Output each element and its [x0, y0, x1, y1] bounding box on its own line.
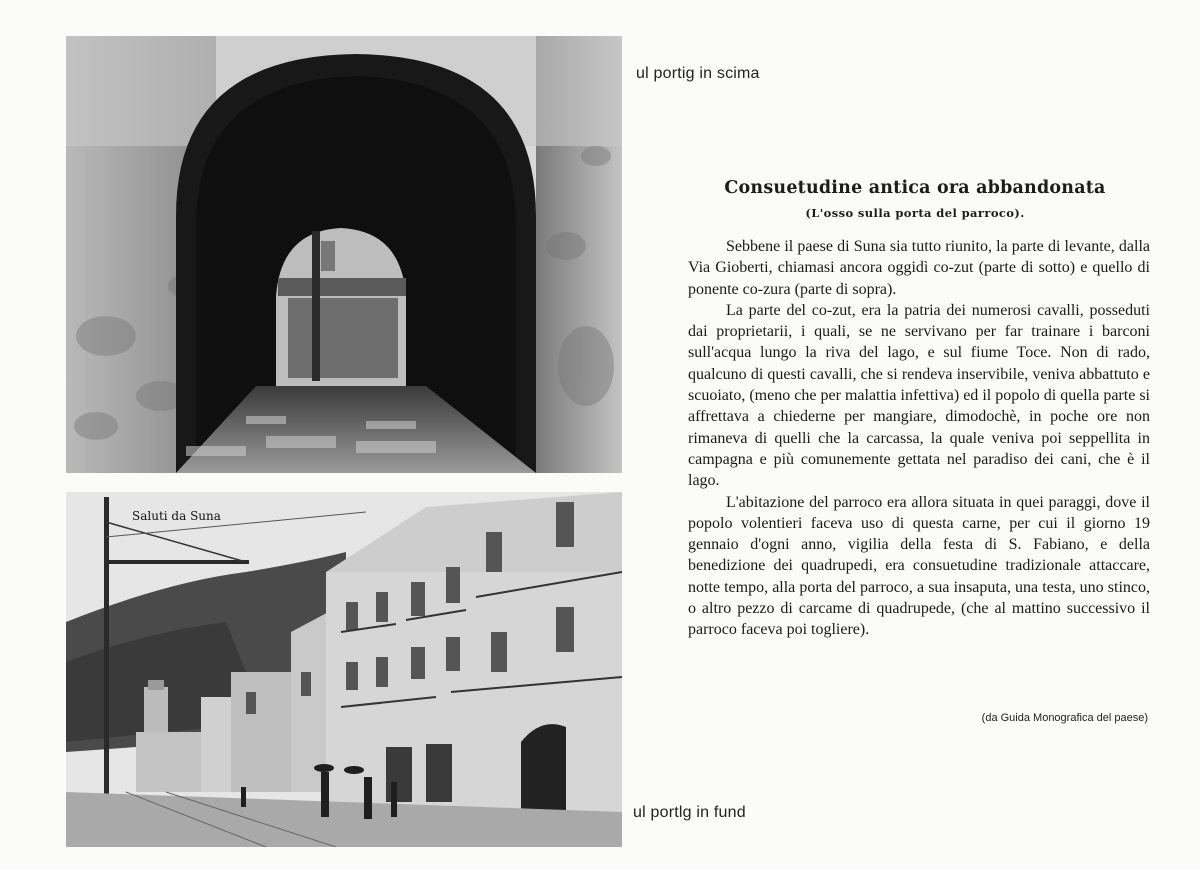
source-citation: (da Guida Monografica del paese) [981, 712, 1148, 724]
paragraph: Sebbene il paese di Suna sia tutto riunito, la parte di levante, dalla Via Gioberti, chiamasi ancora oggidì co-zut (parte di sotto) e quello di ponente co-zura (parte di sopra). [688, 238, 1150, 298]
postcard-label: Saluti da Suna [132, 509, 221, 523]
caption-bottom: ul portlg in fund [633, 804, 746, 821]
article-subtitle: (L'osso sulla porta del parroco). [805, 206, 1025, 220]
paragraph: La parte del co-zut, era la patria dei numerosi cavalli, posseduti dai proprietarii, i quali, se ne servivano per far trainare i barconi sull'acqua lungo la riva del lago, e sul fiume Toce. Non di rado, qualcuno di questi cavalli, che si rendeva inservibile, veniva abbattuto e scuoiato, (meno che per malattia infettiva) ed il popolo di quella parte si affrettava a chiederne per mangiare, dimodochè, in poche ore non rimaneva di quelli che la carcassa, la quale veniva poi seppellita in campagna e più comunemente gettata nel paradiso dei cani, che è il lago. [688, 301, 1150, 490]
archway-photo [66, 36, 622, 473]
street-postcard-photo [66, 492, 622, 847]
paragraph: L'abitazione del parroco era allora situata in quei paraggi, dove il popolo volentieri faceva uso di questa carne, per cui il giorno 19 gennaio d'ogni anno, vigilia della festa di S. Fabiano, e della benedizione dei quadrupedi, era consuetudine tradizionale attaccare, notte tempo, alla porta del parroco, a sua insaputa, una testa, uno stinco, o altro pezzo di carcame di quadrupede, (che al mattino successivo il parroco faceva poi togliere). [688, 493, 1150, 639]
article-body [688, 236, 1150, 641]
caption-top: ul portig in scima [636, 65, 760, 82]
article-title: Consuetudine antica ora abbandonata [724, 178, 1106, 198]
